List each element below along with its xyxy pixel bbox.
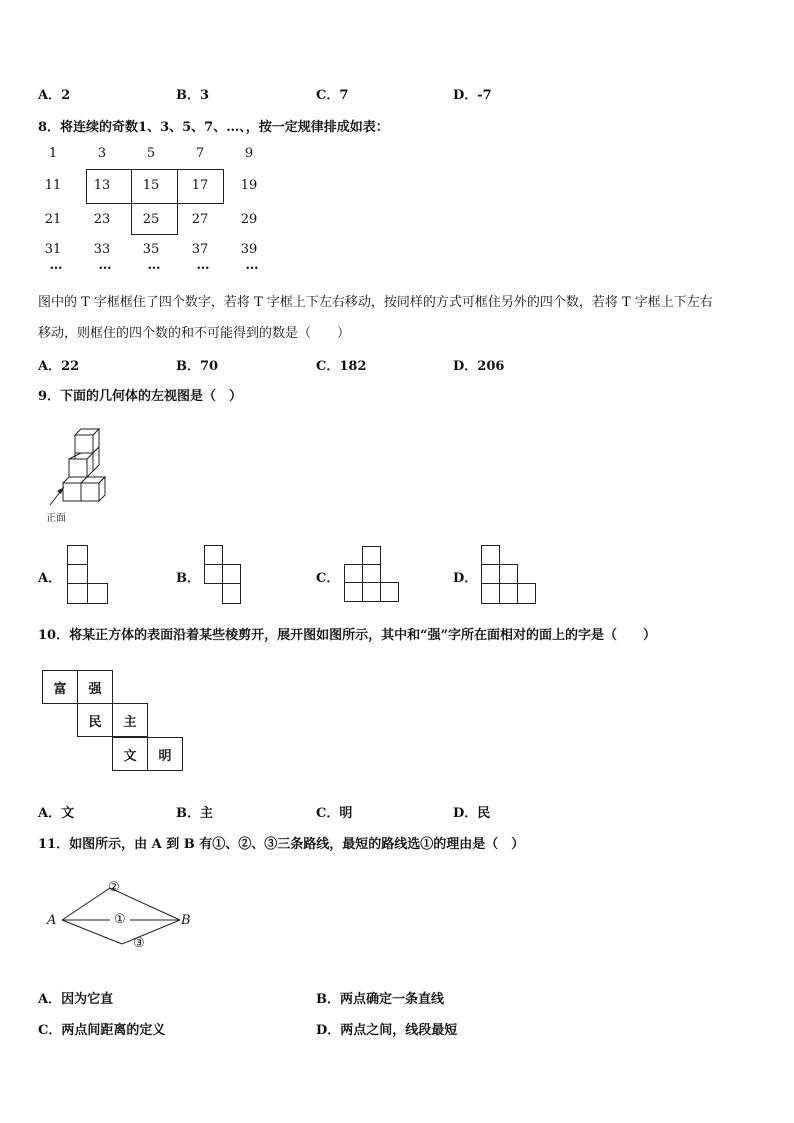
- q7-option-b[interactable]: B．3: [176, 88, 210, 103]
- grid-cell: …: [245, 258, 259, 273]
- q9-option-d-figure[interactable]: [481, 545, 541, 605]
- grid-cell: 33: [93, 242, 111, 257]
- grid-cell: 25: [142, 212, 160, 227]
- grid-cell: 39: [240, 242, 258, 257]
- grid-cell: 35: [142, 242, 160, 257]
- q8-option-d[interactable]: D．206: [453, 359, 505, 374]
- q7-option-d[interactable]: D．-7: [453, 88, 492, 103]
- q8-option-a[interactable]: A．22: [38, 359, 80, 374]
- grid-cell: 11: [44, 178, 62, 193]
- grid-cell: …: [49, 258, 63, 273]
- grid-cell: …: [98, 258, 112, 273]
- route-3-label: ③: [133, 936, 145, 951]
- grid-cell: 29: [240, 212, 258, 227]
- q9-stem: 9．下面的几何体的左视图是（ ）: [38, 389, 243, 404]
- q11-option-a[interactable]: A．因为它直: [38, 992, 114, 1007]
- grid-cell: 1: [48, 146, 58, 161]
- grid-cell: 3: [97, 146, 107, 161]
- grid-cell: 19: [240, 178, 258, 193]
- q9-option-d-letter[interactable]: D．: [453, 571, 478, 586]
- route-1-label: ①: [114, 912, 126, 927]
- q10-option-c[interactable]: C．明: [316, 806, 353, 821]
- q10-option-a[interactable]: A．文: [38, 806, 75, 821]
- t-frame-cell: [177, 169, 224, 204]
- grid-cell: 21: [44, 212, 62, 227]
- q8-option-b[interactable]: B．70: [176, 359, 219, 374]
- q9-option-b-figure[interactable]: [204, 545, 246, 605]
- grid-cell: 23: [93, 212, 111, 227]
- q9-option-a-figure[interactable]: [67, 545, 109, 605]
- grid-cell: 5: [146, 146, 156, 161]
- q10-stem: 10．将某正方体的表面沿着某些棱剪开，展开图如图所示，其中和“强”字所在面相对的面上的字是（ ）: [38, 628, 657, 643]
- grid-cell: 31: [44, 242, 62, 257]
- t-frame-cell: [131, 169, 178, 204]
- grid-cell: 27: [191, 212, 209, 227]
- q8-stem: 8．将连续的奇数1、3、5、7、…、，按一定规律排成如表：: [38, 120, 389, 135]
- q8-paragraph-line1: 图中的 T 字框框住了四个数字，若将 T 字框上下左右移动，按同样的方式可框住另外的四个数，若将 T 字框上下左右: [38, 295, 713, 310]
- grid-cell: 17: [191, 178, 209, 193]
- q8-option-c[interactable]: C．182: [316, 359, 367, 374]
- grid-cell: 37: [191, 242, 209, 257]
- front-view-label: 正面: [46, 513, 66, 524]
- q8-paragraph-line2: 移动，则框住的四个数的和不可能得到的数是（ ）: [38, 326, 351, 341]
- point-a-label: A: [47, 913, 57, 928]
- net-face: 富: [42, 670, 78, 704]
- grid-cell: 15: [142, 178, 160, 193]
- t-frame-cell: [86, 169, 132, 204]
- route-2-label: ②: [108, 880, 120, 895]
- grid-cell: …: [147, 258, 161, 273]
- q9-option-b-letter[interactable]: B．: [176, 571, 200, 586]
- grid-cell: 7: [195, 146, 205, 161]
- q9-option-c-letter[interactable]: C．: [316, 571, 340, 586]
- q9-option-c-figure[interactable]: [344, 546, 402, 604]
- q10-option-d[interactable]: D．民: [453, 806, 491, 821]
- t-frame-cell: [131, 203, 178, 235]
- point-b-label: B: [181, 913, 191, 928]
- net-face: 文: [112, 737, 148, 771]
- q11-stem: 11．如图所示，由 A 到 B 有①、②、③三条路线，最短的路线选①的理由是（ ）: [38, 837, 525, 852]
- net-face: 主: [112, 703, 148, 737]
- net-face: 明: [147, 737, 183, 771]
- q11-option-d[interactable]: D．两点之间，线段最短: [316, 1023, 458, 1038]
- grid-cell: 9: [244, 146, 254, 161]
- q7-option-c[interactable]: C．7: [316, 88, 349, 103]
- q7-option-a[interactable]: A．2: [38, 88, 71, 103]
- q11-option-b[interactable]: B．两点确定一条直线: [316, 992, 444, 1007]
- q9-option-a-letter[interactable]: A．: [38, 571, 62, 586]
- q10-option-b[interactable]: B．主: [176, 806, 213, 821]
- grid-cell: …: [196, 258, 210, 273]
- q11-option-c[interactable]: C．两点间距离的定义: [38, 1023, 166, 1038]
- net-face: 民: [77, 703, 113, 737]
- net-face: 强: [77, 670, 113, 704]
- grid-cell: 13: [93, 178, 111, 193]
